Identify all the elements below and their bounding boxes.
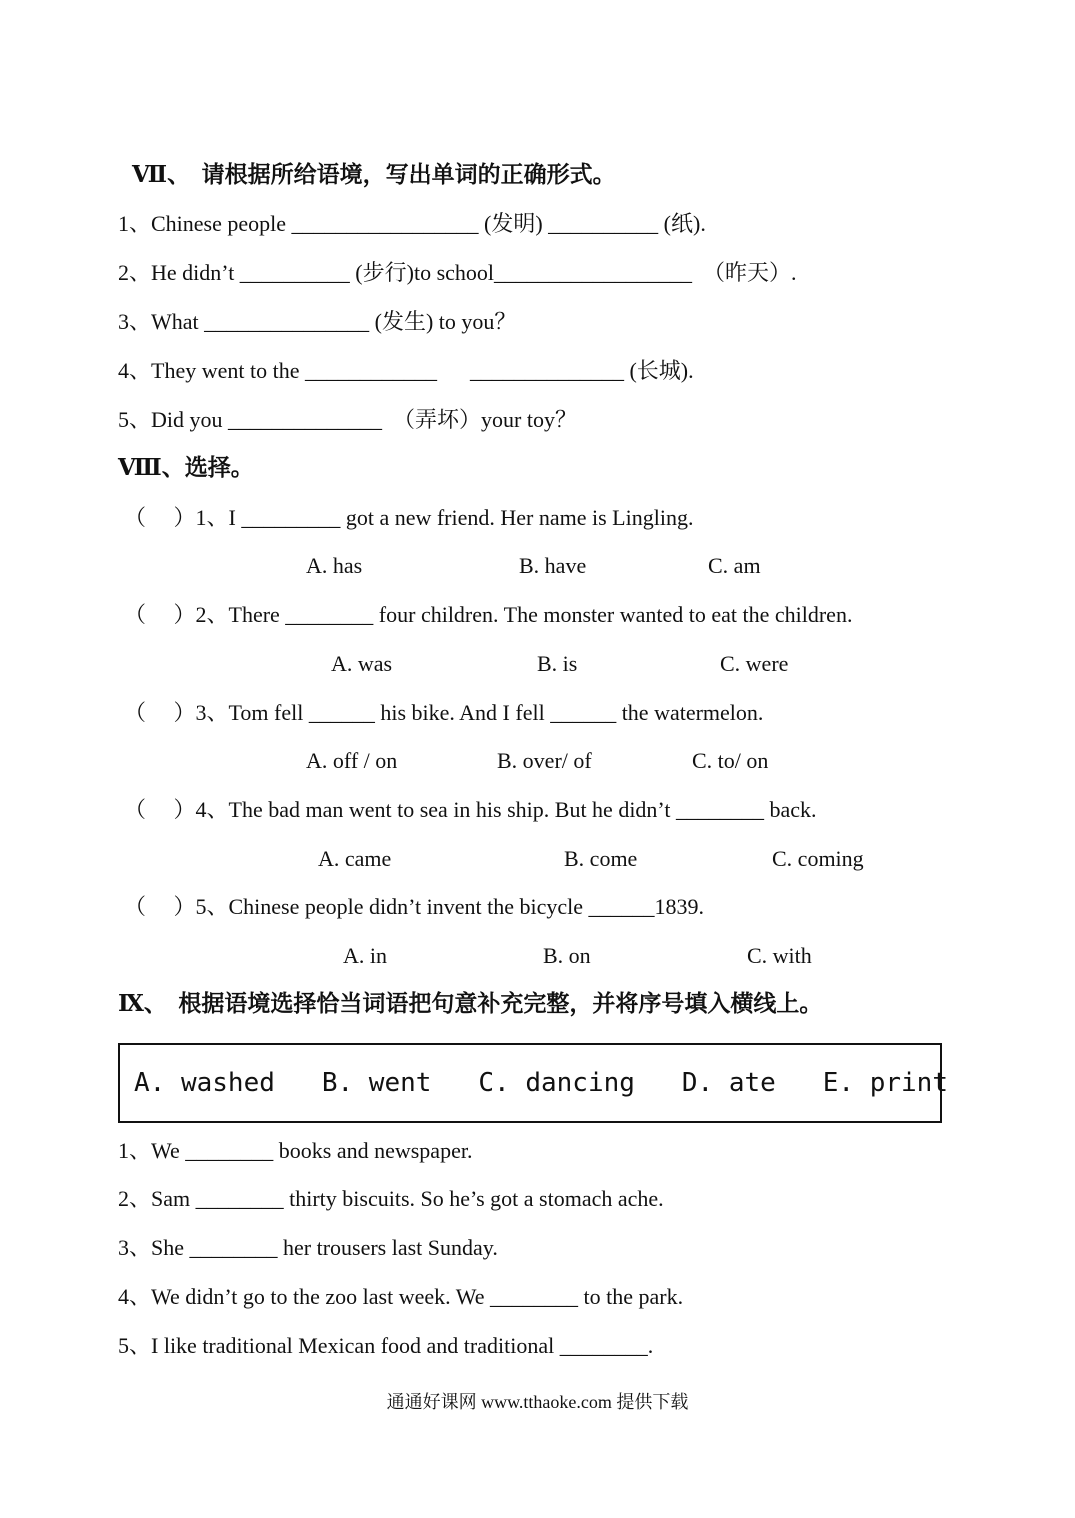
section-9-item-1: 1、We ________ books and newspaper. [118, 1138, 473, 1163]
question-5-stem: （ ）5、Chinese people didn’t invent the bicycle ______1839. [124, 894, 705, 919]
question-3-option-b: B. over/ of [497, 748, 592, 773]
section-7-item-4: 4、They went to the ____________ ______________ (长城). [118, 358, 694, 383]
question-3-option-a: A. off / on [306, 748, 398, 773]
question-4-stem: （ ）4、The bad man went to sea in his ship. But he didn’t ________ back. [124, 797, 817, 822]
question-1-stem: （ ）1、I _________ got a new friend. Her name is Lingling. [124, 505, 694, 530]
section-9-heading: Ⅸ、 根据语境选择恰当词语把句意补充完整，并将序号填入横线上。 [118, 991, 823, 1016]
section-9-item-2: 2、Sam ________ thirty biscuits. So he’s got a stomach ache. [118, 1186, 664, 1211]
section-7-item-2: 2、He didn’t __________ (步行)to school__________________ （昨天）. [118, 260, 797, 285]
question-4-option-a: A. came [318, 846, 392, 871]
question-4-option-c: C. coming [772, 846, 864, 871]
question-2-option-b: B. is [537, 651, 578, 676]
question-4-option-b: B. come [564, 846, 638, 871]
question-1-option-a: A. has [306, 553, 363, 578]
question-5-option-b: B. on [543, 943, 591, 968]
section-9-item-5: 5、I like traditional Mexican food and traditional ________. [118, 1333, 654, 1358]
question-2-option-a: A. was [331, 651, 393, 676]
question-2-stem: （ ）2、There ________ four children. The monster wanted to eat the children. [124, 602, 853, 627]
word-bank-box: A. washed B. went C. dancing D. ate E. print [118, 1043, 942, 1123]
section-8-heading: Ⅷ、选择。 [118, 455, 254, 480]
question-5-option-c: C. with [747, 943, 812, 968]
question-5-option-a: A. in [343, 943, 387, 968]
section-7-item-1: 1、Chinese people _________________ (发明) __________ (纸). [118, 211, 706, 236]
question-3-stem: （ ）3、Tom fell ______ his bike. And I fell ______ the watermelon. [124, 700, 764, 725]
section-7-item-3: 3、What _______________ (发生) to you？ [118, 309, 517, 334]
page-footer: 通通好课网 www.tthaoke.com 提供下载 [386, 1392, 689, 1412]
section-9-item-3: 3、She ________ her trousers last Sunday. [118, 1235, 498, 1260]
question-1-option-c: C. am [708, 553, 761, 578]
section-9-item-4: 4、We didn’t go to the zoo last week. We ________ to the park. [118, 1284, 684, 1309]
question-2-option-c: C. were [720, 651, 789, 676]
section-7-heading: Ⅶ、 请根据所给语境，写出单词的正确形式。 [132, 162, 616, 187]
section-7-item-5: 5、Did you ______________ （弄坏）your toy？ [118, 407, 577, 432]
question-1-option-b: B. have [519, 553, 587, 578]
question-3-option-c: C. to/ on [692, 748, 769, 773]
